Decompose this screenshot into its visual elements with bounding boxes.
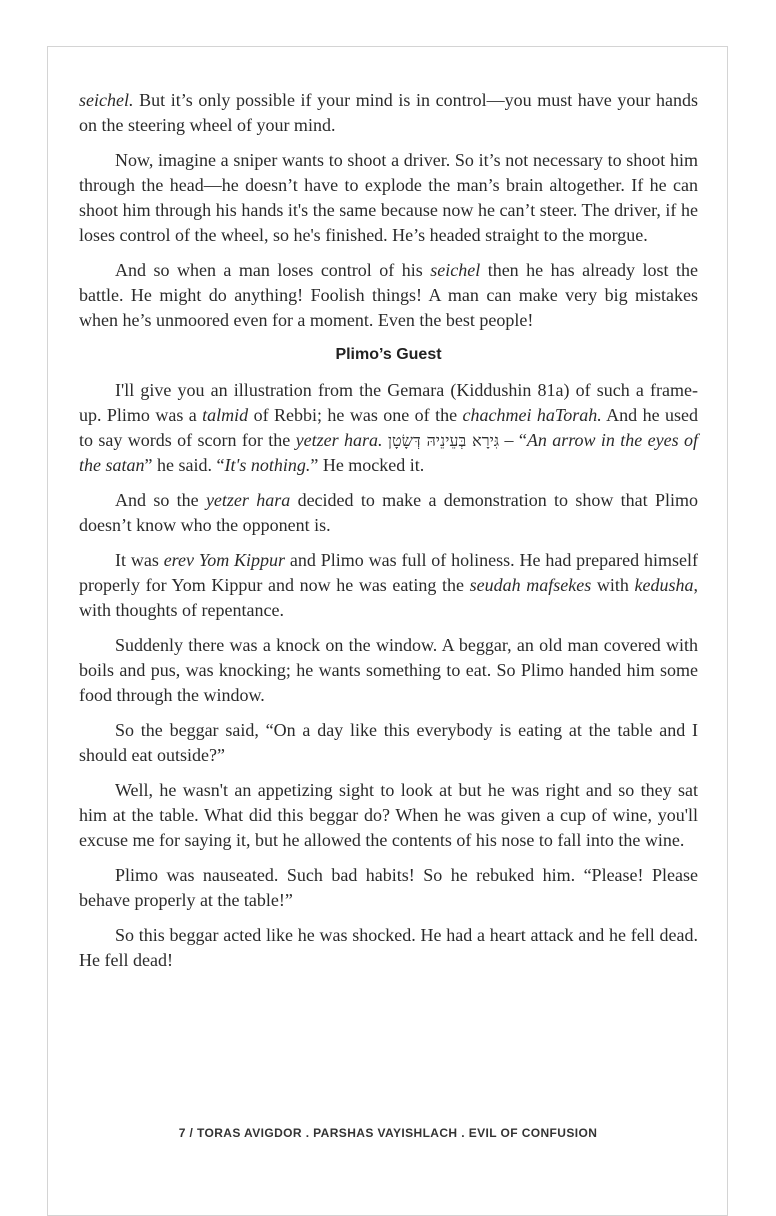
text-run: And he used to say words of scorn for the: [79, 405, 698, 450]
text-run: and Plimo was full of holiness. He had prepared himself properly for Yom Kippur and now he was eating the: [79, 550, 698, 595]
text-run: And so the: [115, 490, 206, 510]
text-run: ” He mocked it.: [310, 455, 425, 475]
paragraph: [79, 258, 698, 333]
paragraph: [79, 633, 698, 708]
text-run: So this beggar acted like he was shocked. He had a heart attack and he fell dead. He fell dead!: [79, 925, 698, 970]
text-run: Suddenly there was a knock on the window. A beggar, an old man covered with boils and pus, was knocking; he wants something to eat. So Plimo handed him some food through the window.: [79, 635, 698, 705]
section-heading: Plimo’s Guest: [335, 346, 442, 363]
italic-text: kedusha: [634, 575, 694, 595]
paragraph: [79, 718, 698, 768]
text-run: So the beggar said, “On a day like this everybody is eating at the table and I should eat outside?”: [79, 720, 698, 765]
italic-text: talmid: [202, 405, 249, 425]
italic-text: yetzer hara: [205, 490, 291, 510]
italic-text: An arrow in the eyes of the satan: [79, 430, 699, 475]
italic-text: seichel.: [79, 90, 134, 110]
text-run: then he has already lost the battle. He might do anything! Foolish things! A man can make very big mistakes when he’s unmoored even for a moment. Even the best people!: [79, 260, 698, 330]
text-run: decided to make a demonstration to show that Plimo doesn’t know who the opponent is.: [79, 490, 699, 535]
text-run: It was: [115, 550, 164, 570]
paragraph: [79, 88, 698, 138]
italic-text: chachmei haTorah.: [462, 405, 602, 425]
text-run: And so when a man loses control of his: [115, 260, 431, 280]
text-run: – “: [499, 430, 527, 450]
paragraph: [79, 488, 698, 538]
italic-text: yetzer hara.: [295, 430, 383, 450]
italic-text: seudah mafsekes: [469, 575, 592, 595]
italic-text: erev Yom Kippur: [163, 550, 286, 570]
paragraph: [79, 378, 698, 478]
text-run: Now, imagine a sniper wants to shoot a driver. So it’s not necessary to shoot him through the head—he doesn’t have to explode the man’s brain altogether. If he can shoot him through his hands it's the same because now he can’t steer. The driver, if he loses control of the wheel, so he's finished. He’s headed straight to the morgue.: [79, 150, 698, 245]
text-run: , with thoughts of repentance.: [79, 575, 698, 620]
paragraph: [79, 778, 698, 853]
page-footer: 7 / TORAS AVIGDOR . PARSHAS VAYISHLACH . EVIL OF CONFUSION: [178, 1126, 598, 1140]
paragraph: [79, 923, 698, 973]
text-run: I'll give you an illustration from the Gemara (Kiddushin 81a) of such a frame-up. Plimo was a: [79, 380, 698, 425]
page-body: [79, 88, 698, 983]
text-run: Well, he wasn't an appetizing sight to look at but he was right and so they sat him at the table. What did this beggar do? When he was given a cup of wine, you'll excuse me for saying it, but he allowed the contents of his nose to fall into the wine.: [79, 780, 698, 850]
paragraph: [79, 863, 698, 913]
hebrew-quote: גִּירָא בְּעֵינֵיהּ דְּשָׂטָן: [387, 431, 500, 450]
text-run: ” he said. “: [144, 455, 225, 475]
text-run: of Rebbi; he was one of the: [248, 405, 463, 425]
italic-text: seichel: [430, 260, 481, 280]
text-run: with: [591, 575, 635, 595]
text-run: But it’s only possible if your mind is in control—you must have your hands on the steering wheel of your mind.: [79, 90, 698, 135]
paragraph: [79, 148, 698, 248]
text-run: Plimo was nauseated. Such bad habits! So he rebuked him. “Please! Please behave properly at the table!”: [79, 865, 698, 910]
italic-text: It's nothing.: [224, 455, 311, 475]
paragraph: [79, 548, 698, 623]
